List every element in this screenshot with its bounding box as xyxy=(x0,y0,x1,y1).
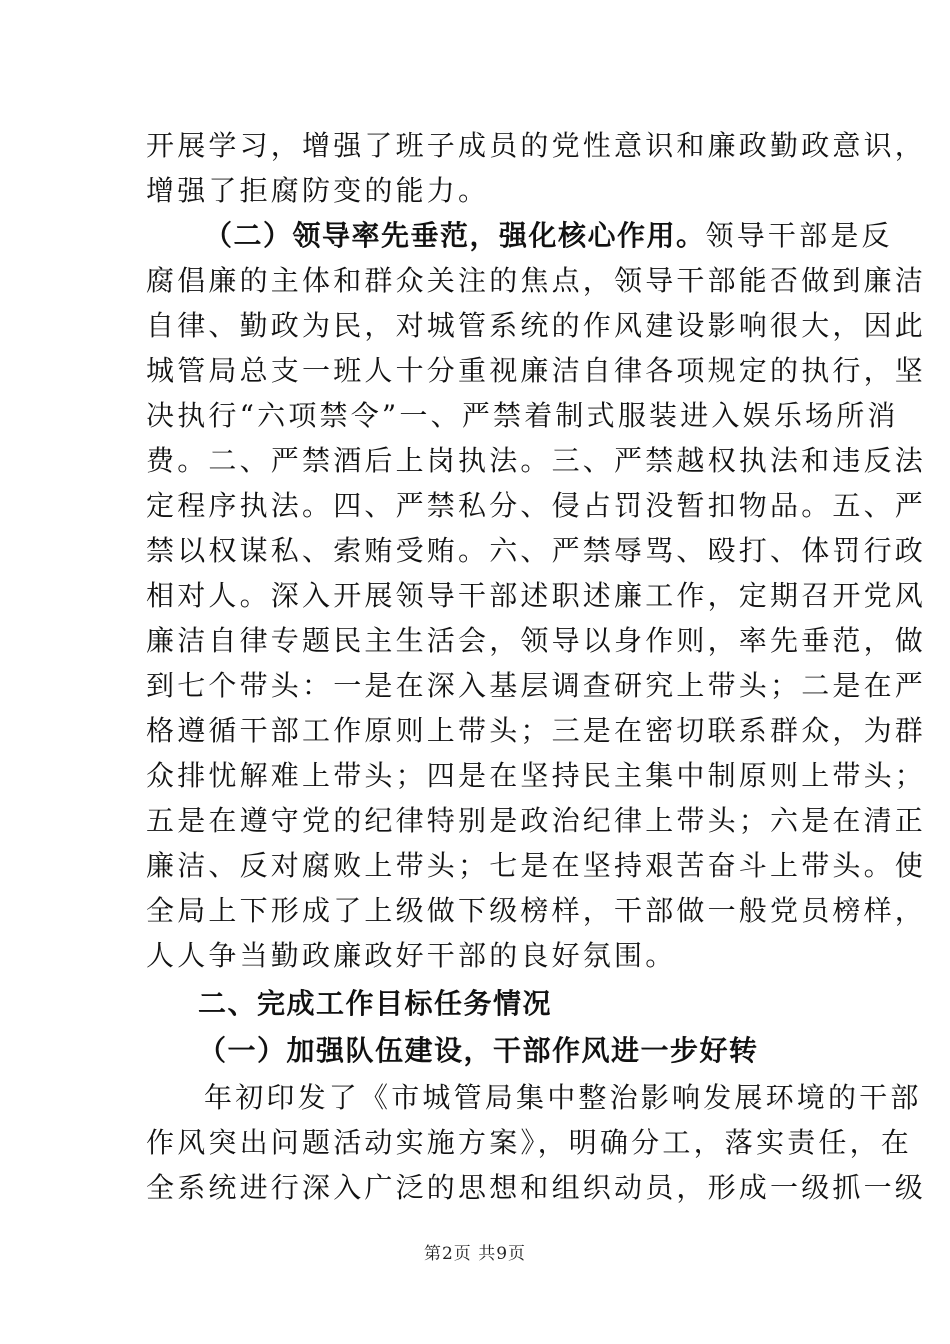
body-text: 领导干部是反 xyxy=(705,219,893,252)
body-text-line: 年初印发了《市城管局集中整治影响发展环境的干部 xyxy=(204,1081,922,1114)
body-text-line: 廉洁、反对腐败上带头；七是在坚持艰苦奋斗上带头。使 xyxy=(146,849,927,882)
subsection-heading: （二）领导率先垂范，强化核心作用。 xyxy=(204,219,706,252)
body-text-line: 作风突出问题活动实施方案》，明确分工，落实责任，在 xyxy=(146,1126,913,1159)
body-text-line: 城管局总支一班人十分重视廉洁自律各项规定的执行，坚 xyxy=(146,354,927,387)
body-text-line: 禁以权谋私、索贿受贿。六、严禁辱骂、殴打、体罚行政 xyxy=(146,534,927,567)
body-text-line: 到七个带头：一是在深入基层调查研究上带头；二是在严 xyxy=(146,669,927,702)
body-text-line: 格遵循干部工作原则上带头；三是在密切联系群众，为群 xyxy=(146,714,927,747)
body-text-line: 决执行“六项禁令”一、严禁着制式服装进入娱乐场所消 xyxy=(146,399,899,432)
subsection-heading: （一）加强队伍建设，干部作风进一步好转 xyxy=(198,1034,759,1067)
body-text-line: 全系统进行深入广泛的思想和组织动员，形成一级抓一级 xyxy=(146,1171,927,1204)
section-heading: 二、完成工作目标任务情况 xyxy=(198,987,553,1020)
body-text-line: 五是在遵守党的纪律特别是政治纪律上带头；六是在清正 xyxy=(146,804,927,837)
body-text-line: 腐倡廉的主体和群众关注的焦点，领导干部能否做到廉洁 xyxy=(146,264,927,297)
body-text-line: 定程序执法。四、严禁私分、侵占罚没暂扣物品。五、严 xyxy=(146,489,927,522)
body-text-line: 人人争当勤政廉政好干部的良好氛围。 xyxy=(146,939,677,972)
body-text-line: 费。二、严禁酒后上岗执法。三、严禁越权执法和违反法 xyxy=(146,444,927,477)
body-text-line: 增强了拒腐防变的能力。 xyxy=(146,174,490,207)
body-text-line: 相对人。深入开展领导干部述职述廉工作，定期召开党风 xyxy=(146,579,927,612)
page-number-footer: 第2页 共9页 xyxy=(423,1244,527,1264)
paragraph-first-line xyxy=(204,216,893,256)
body-text-line: 全局上下形成了上级做下级榜样，干部做一般党员榜样， xyxy=(146,894,927,927)
body-text-line: 廉洁自律专题民主生活会，领导以身作则，率先垂范，做 xyxy=(146,624,927,657)
body-text-line: 开展学习，增强了班子成员的党性意识和廉政勤政意识， xyxy=(146,129,927,162)
body-text-line: 自律、勤政为民，对城管系统的作风建设影响很大，因此 xyxy=(146,309,927,342)
body-text-line: 众排忧解难上带头；四是在坚持民主集中制原则上带头； xyxy=(146,759,927,792)
